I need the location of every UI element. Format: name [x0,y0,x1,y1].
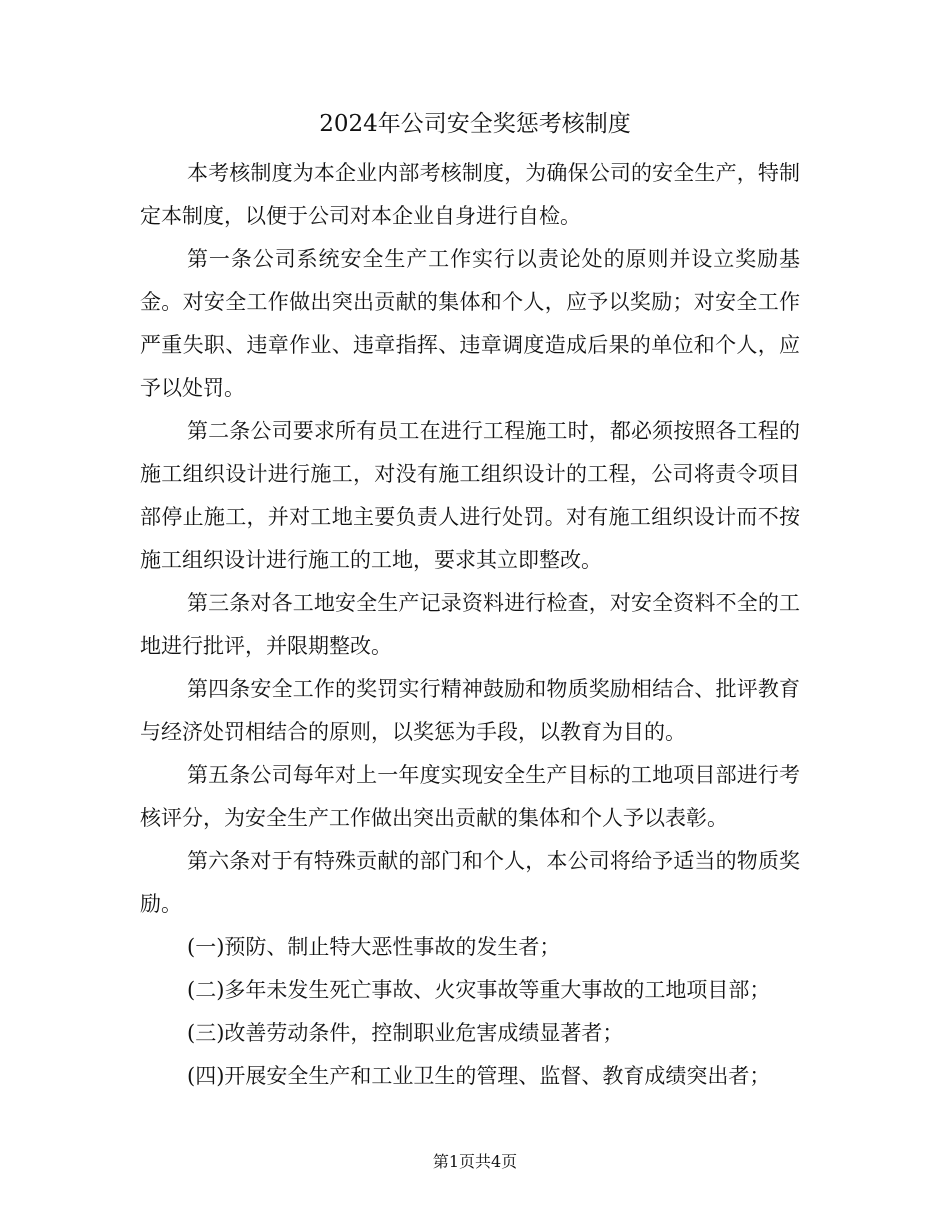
article-4-paragraph: 第四条安全工作的奖罚实行精神鼓励和物质奖励相结合、批评教育与经济处罚相结合的原则，以奖惩为手段，以教育为目的。 [140,677,800,744]
list-item: (四)开展安全生产和工业卫生的管理、监督、教育成绩突出者； [187,1064,771,1088]
document-body [140,152,800,1098]
article-3-paragraph: 第三条对各工地安全生产记录资料进行检查，对安全资料不全的工地进行批评，并限期整改。 [140,591,800,658]
intro-paragraph: 本考核制度为本企业内部考核制度，为确保公司的安全生产，特制定本制度，以便于公司对本企业自身进行自检。 [140,161,800,228]
article-6-paragraph: 第六条对于有特殊贡献的部门和个人，本公司将给予适当的物质奖励。 [140,849,800,916]
list-item: (三)改善劳动条件，控制职业危害成绩显著者； [187,1021,624,1045]
article-1-paragraph: 第一条公司系统安全生产工作实行以责论处的原则并设立奖励基金。对安全工作做出突出贡献的集体和个人，应予以奖励；对安全工作严重失职、违章作业、违章指挥、违章调度造成后果的单位和个人，应予以处罚。 [140,247,800,400]
list-item: (一)预防、制止特大恶性事故的发生者； [187,935,561,959]
document-title: 2024年公司安全奖惩考核制度 [319,111,631,137]
page-number: 第1页共4页 [432,1152,518,1171]
article-5-paragraph: 第五条公司每年对上一年度实现安全生产目标的工地项目部进行考核评分，为安全生产工作做出突出贡献的集体和个人予以表彰。 [140,763,800,830]
article-2-paragraph: 第二条公司要求所有员工在进行工程施工时，都必须按照各工程的施工组织设计进行施工，对没有施工组织设计的工程，公司将责令项目部停止施工，并对工地主要负责人进行处罚。对有施工组织设计而不按施工组织设计进行施工的工地，要求其立即整改。 [140,419,800,572]
list-item: (二)多年未发生死亡事故、火灾事故等重大事故的工地项目部； [187,978,771,1002]
